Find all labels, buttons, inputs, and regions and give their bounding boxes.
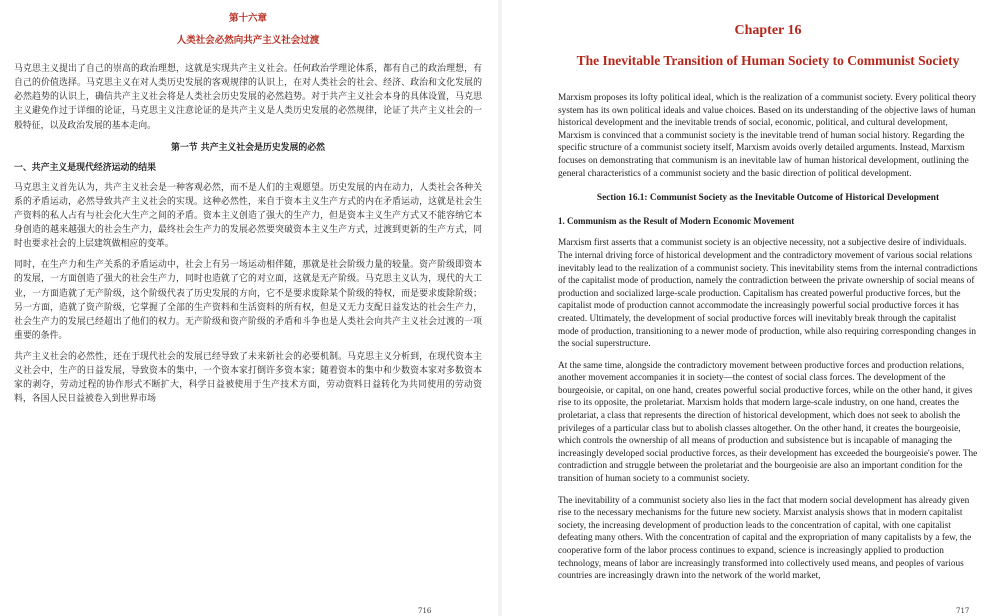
page-number-left: 716 [418, 607, 432, 615]
body-paragraph-cn-3: 共产主义社会的必然性，还在于现代社会的发展已经导致了未来新社会的必要机制。马克思主义分析到，在现代资本主义社会中，生产的日益发展，导致资本的集中，一个资本家打倒许多资本家；随着资本的集中和少数资本家对多数资本家的剥夺，劳动过程的协作形式不断扩大，科学日益被使用于生产技术方面，劳动资料日益转化为共同使用的劳动资料，各国人民日益被卷入到世界市场 [14, 351, 482, 405]
section-heading-en: Section 16.1: Communist Society as the Inevitable Outcome of Historical Development [596, 193, 940, 204]
subsection-heading-en: 1. Communism as the Result of Modern Economic Movement [558, 215, 795, 226]
chapter-heading-cn: 第十六章 [228, 13, 267, 24]
chapter-heading-en: Chapter 16 [734, 23, 802, 38]
left-page-chinese [0, 0, 498, 616]
body-paragraph-cn-1: 马克思主义首先认为，共产主义社会是一种客观必然，而不是人们的主观愿望。历史发展的内在动力，人类社会各种关系的矛盾运动，必然导致共产主义社会的实现。这种必然性，来自于资本主义生产方式的内在矛盾运动，这就是社会生产资料的私人占有与社会化大生产之间的矛盾。资本主义创造了强大的生产力，但是资本主义生产方式又不能容纳它本身创造的越来越强大的社会生产力，最终社会生产力的发展必然要突破资本主义生产方式，过渡到更新的生产方式，同时也要求社会的上层建筑做相应的变革。 [14, 182, 482, 250]
intro-paragraph-cn: 马克思主义提出了自己的崇高的政治理想，这就是实现共产主义社会。任何政治学理论体系，都有自己的政治理想，有自己的价值选择。马克思主义在对人类历史发展的客观规律的认识上，在对人类社会的社会、经济、政治和文化发展的必然趋势的认识上，确信共产主义社会将是人类社会历史发展的必然趋势。对于共产主义社会本身的具体设置，马克思主义避免作过于详细的论证，马克思主义注意论证的是共产主义是人类历史发展的必然规律，论证了共产主义社会的一般特征，以及政治发展的基本走向。 [14, 64, 482, 131]
subsection-heading-cn: 一、共产主义是现代经济运动的结果 [14, 162, 156, 173]
body-paragraph-cn-2: 同时，在生产力和生产关系的矛盾运动中，社会上有另一场运动相伴随，那就是社会阶级力量的较量。资产阶级即资本的发展，一方面创造了强大的社会生产力，同时也造就了它的对立面，这就是无产阶级。马克思主义认为，现代的大工业，一方面造就了无产阶级，这个阶级代表了历史发展的方向，它不是要求废除某个阶级的特权，而是要求废除阶级；另一方面，造就了资产阶级，它掌握了全部的生产资料和生活资料的所有权，但是又无力支配日益发达的社会生产力，社会生产力的发展已经超出了他们的权力。无产阶级和资产阶级的矛盾和斗争也是人类社会向共产主义社会过渡的一项重要的条件。 [14, 260, 482, 341]
body-paragraph-en-2: At the same time, alongside the contradictory movement between productive forces and production relations, another movement accompanies it in society—the contest of social class forces. The development of the bourgeoisie, or capital, on one hand, creates powerful social productive forces, while on the other hand, it gives rise to its opposite, the proletariat. Marxism holds that modern large-scale industry, on one hand, creates the proletariat, a class that represents the direction of historical development, which does not seek to abolish the privileges of a particular class but to abolish classes altogether. On the other hand, it creates the bourgeoisie, which controls the ownership of all means of production and subsistence but is incapable of managing the increasingly developed social productive forces, as their development has exceeded the bourgeoisie's power. The contradiction and struggle between the proletariat and the bourgeoisie are also an important condition for the transition of human society to a communist society. [558, 360, 978, 485]
section-heading-cn: 第一节 共产主义社会是历史发展的必然 [171, 142, 325, 153]
body-paragraph-en-1: Marxism first asserts that a communist society is an objective necessity, not a subjective desire of individuals. The internal driving force of historical development and the contradictory movement of various social relations inevitably lead to the realization of a communist society. This inevitability stems from the internal contradictions of the capitalist mode of production, namely the contradiction between the private ownership of social means of production and socialized large-scale production. Capitalism has created powerful productive forces, but the capitalist mode of production cannot accommodate the increasingly powerful social productive forces it has created. Ultimately, the development of social productive forces will inevitably break through the capitalist mode of production, transitioning to a newer mode of production, while also requiring corresponding changes in the social superstructure. [558, 238, 978, 350]
chapter-title-cn: 人类社会必然向共产主义社会过渡 [176, 35, 320, 47]
body-paragraph-en-3: The inevitability of a communist society also lies in the fact that modern social development has already given rise to the necessary mechanisms for the future new society. Marxist analysis shows that in modern capitalist society, the increasing development of production leads to the concentration of capital, with one capitalist defeating many others. With the concentration of capital and the expropriation of many capitalists by a few, the cooperative form of the labor process continues to expand, science is increasingly applied to production technology, means of labor are increasingly transformed into collectively used means, and peoples of various countries are increasingly drawn into the network of the world market, [558, 495, 972, 582]
chapter-title-en: The Inevitable Transition of Human Society to Communist Society [576, 53, 960, 68]
page-number-right: 717 [956, 607, 970, 615]
intro-paragraph-en: Marxism proposes its lofty political ideal, which is the realization of a communist society. Every political theory system has its own political ideals and value choices. Based on its understanding of the objective laws of human historical development and the inevitable trends of social, economic, political, and cultural development, Marxism is convinced that a communist society is the inevitable trend of human social history. Regarding the specific structure of a communist society itself, Marxism avoids overly detailed arguments. Instead, Marxism focuses on demonstrating that communism is an inevitable law of human historical development, outlining the general characteristics of a communist society and the basic direction of political development. [558, 93, 977, 179]
right-page-english [502, 0, 1000, 616]
